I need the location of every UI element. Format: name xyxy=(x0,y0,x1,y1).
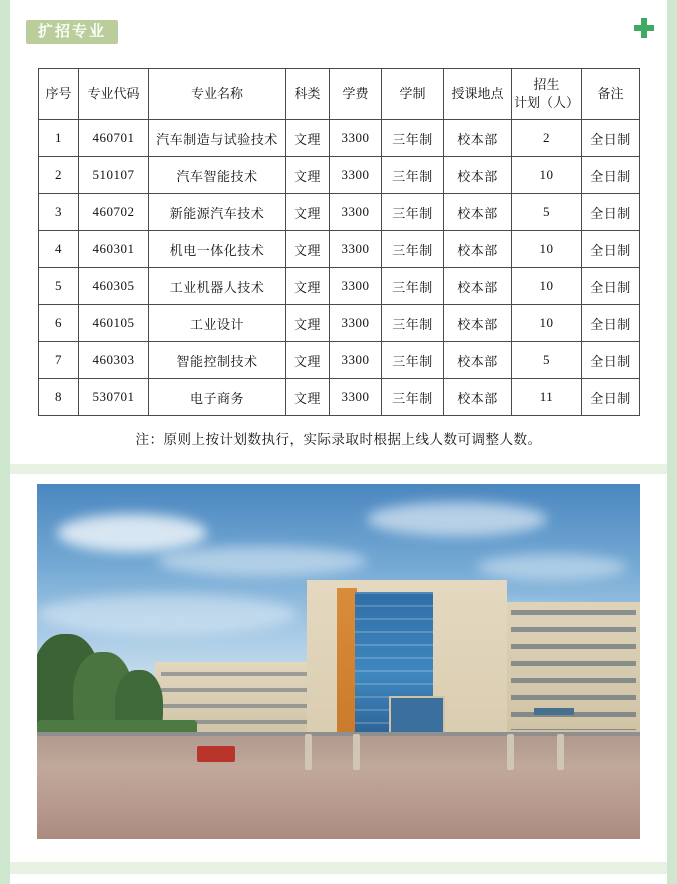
cell-no: 4 xyxy=(39,231,79,268)
cell-location: 校本部 xyxy=(444,231,512,268)
table-footnote: 注：原则上按计划数执行，实际录取时根据上线人数可调整人数。 xyxy=(135,432,542,447)
cell-remark: 全日制 xyxy=(582,231,640,268)
cell-code: 460301 xyxy=(79,231,149,268)
cell-code: 460303 xyxy=(79,342,149,379)
cell-plan: 10 xyxy=(512,157,582,194)
table-body xyxy=(39,120,640,416)
page-edge-left xyxy=(0,0,10,884)
table-header-row xyxy=(39,69,640,120)
table-row xyxy=(39,305,640,342)
photo-pillar xyxy=(507,734,514,770)
cell-category: 文理 xyxy=(286,342,330,379)
photo-section xyxy=(10,474,667,860)
cell-no: 6 xyxy=(39,305,79,342)
cell-name: 新能源汽车技术 xyxy=(149,194,286,231)
table-row xyxy=(39,194,640,231)
cell-fee: 3300 xyxy=(330,379,382,416)
cell-location: 校本部 xyxy=(444,157,512,194)
cell-duration: 三年制 xyxy=(382,268,444,305)
cell-name: 工业机器人技术 xyxy=(149,268,286,305)
cell-fee: 3300 xyxy=(330,120,382,157)
majors-table-card xyxy=(10,56,667,464)
photo-cloud xyxy=(37,594,297,634)
cell-plan: 10 xyxy=(512,268,582,305)
cell-no: 3 xyxy=(39,194,79,231)
cell-location: 校本部 xyxy=(444,305,512,342)
cell-fee: 3300 xyxy=(330,268,382,305)
cell-remark: 全日制 xyxy=(582,194,640,231)
photo-plaza xyxy=(37,736,640,839)
header-category: 科类 xyxy=(286,69,330,120)
table-row xyxy=(39,379,640,416)
cell-remark: 全日制 xyxy=(582,379,640,416)
cell-plan: 11 xyxy=(512,379,582,416)
cell-location: 校本部 xyxy=(444,194,512,231)
header-plan-line1: 招生 xyxy=(533,77,560,93)
cell-plan: 5 xyxy=(512,342,582,379)
photo-building-accent xyxy=(337,588,357,742)
header-remark: 备注 xyxy=(582,69,640,120)
table-row xyxy=(39,231,640,268)
cell-category: 文理 xyxy=(286,120,330,157)
cell-fee: 3300 xyxy=(330,231,382,268)
cell-fee: 3300 xyxy=(330,157,382,194)
table-row xyxy=(39,157,640,194)
photo-cloud xyxy=(57,514,207,552)
header-name: 专业名称 xyxy=(149,69,286,120)
cell-code: 460701 xyxy=(79,120,149,157)
header-no: 序号 xyxy=(39,69,79,120)
table-row xyxy=(39,342,640,379)
majors-table xyxy=(38,68,640,416)
cell-code: 510107 xyxy=(79,157,149,194)
bottom-divider-band xyxy=(10,862,667,884)
cell-name: 机电一体化技术 xyxy=(149,231,286,268)
cell-code: 530701 xyxy=(79,379,149,416)
cell-name: 智能控制技术 xyxy=(149,342,286,379)
cell-code: 460702 xyxy=(79,194,149,231)
cell-no: 8 xyxy=(39,379,79,416)
photo-pillar xyxy=(305,734,312,770)
cell-name: 工业设计 xyxy=(149,305,286,342)
campus-photo xyxy=(37,484,640,839)
bottom-divider-inner xyxy=(10,874,667,884)
photo-building-sign xyxy=(534,708,574,715)
cell-plan: 10 xyxy=(512,305,582,342)
photo-pillar xyxy=(353,734,360,770)
photo-building-right xyxy=(507,602,640,742)
cell-plan: 10 xyxy=(512,231,582,268)
section-header-row xyxy=(10,0,667,56)
table-row xyxy=(39,120,640,157)
cell-fee: 3300 xyxy=(330,305,382,342)
cell-code: 460105 xyxy=(79,305,149,342)
header-duration: 学制 xyxy=(382,69,444,120)
cell-remark: 全日制 xyxy=(582,157,640,194)
header-fee: 学费 xyxy=(330,69,382,120)
cell-duration: 三年制 xyxy=(382,305,444,342)
table-row xyxy=(39,268,640,305)
cell-remark: 全日制 xyxy=(582,120,640,157)
cell-location: 校本部 xyxy=(444,120,512,157)
cell-fee: 3300 xyxy=(330,342,382,379)
page-edge-right xyxy=(667,0,677,884)
photo-cloud xyxy=(367,502,547,536)
cell-remark: 全日制 xyxy=(582,268,640,305)
cell-category: 文理 xyxy=(286,194,330,231)
cell-duration: 三年制 xyxy=(382,342,444,379)
cell-duration: 三年制 xyxy=(382,194,444,231)
photo-pillar xyxy=(557,734,564,770)
cell-duration: 三年制 xyxy=(382,157,444,194)
cell-category: 文理 xyxy=(286,231,330,268)
page-content xyxy=(10,0,667,884)
photo-cloud xyxy=(157,546,367,576)
cell-location: 校本部 xyxy=(444,379,512,416)
cell-category: 文理 xyxy=(286,268,330,305)
header-location: 授课地点 xyxy=(444,69,512,120)
cell-code: 460305 xyxy=(79,268,149,305)
cell-no: 5 xyxy=(39,268,79,305)
section-divider-band xyxy=(10,464,667,474)
cell-name: 电子商务 xyxy=(149,379,286,416)
section-title-banner: 扩招专业 xyxy=(26,20,118,44)
cell-category: 文理 xyxy=(286,305,330,342)
cell-name: 汽车制造与试验技术 xyxy=(149,120,286,157)
cell-name: 汽车智能技术 xyxy=(149,157,286,194)
photo-cloud xyxy=(477,554,627,580)
cell-category: 文理 xyxy=(286,379,330,416)
cell-duration: 三年制 xyxy=(382,120,444,157)
cell-no: 2 xyxy=(39,157,79,194)
cell-plan: 5 xyxy=(512,194,582,231)
cell-remark: 全日制 xyxy=(582,342,640,379)
header-plan-line2: 计划（人） xyxy=(514,95,580,110)
cell-no: 1 xyxy=(39,120,79,157)
cell-no: 7 xyxy=(39,342,79,379)
photo-red-object xyxy=(197,746,235,762)
cell-category: 文理 xyxy=(286,157,330,194)
cell-duration: 三年制 xyxy=(382,379,444,416)
cell-plan: 2 xyxy=(512,120,582,157)
cell-fee: 3300 xyxy=(330,194,382,231)
header-code: 专业代码 xyxy=(79,69,149,120)
cell-location: 校本部 xyxy=(444,268,512,305)
cell-duration: 三年制 xyxy=(382,231,444,268)
header-plan xyxy=(512,69,582,120)
cell-location: 校本部 xyxy=(444,342,512,379)
plus-icon[interactable] xyxy=(634,18,654,38)
cell-remark: 全日制 xyxy=(582,305,640,342)
